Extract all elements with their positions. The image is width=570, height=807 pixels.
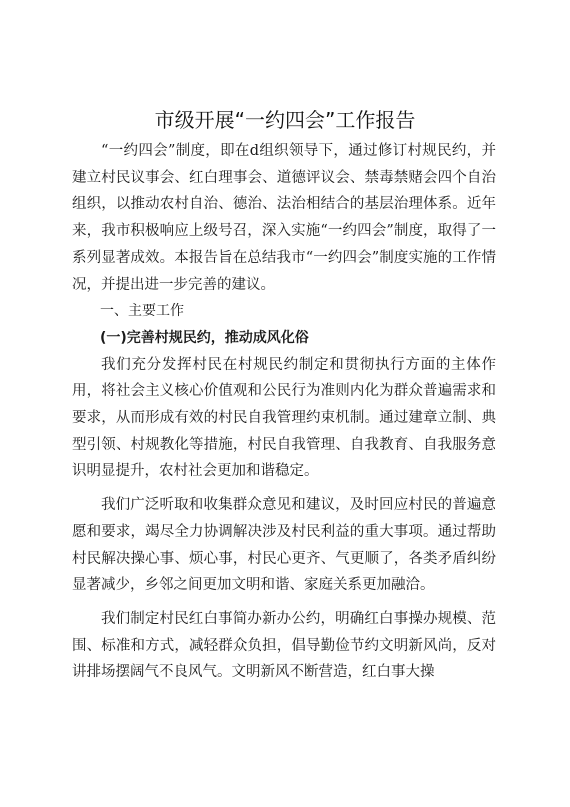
subsection-heading: (一)完善村规民约，推动成风化俗 bbox=[100, 329, 309, 346]
body-paragraph: 我们广泛听取和收集群众意见和建议，及时回应村民的普遍意愿和要求，竭尽全力协调解决涉及村民利益的重大事项。通过帮助村民解决操心事、烦心事，村民心更齐、气更顺了，各类矛盾纠纷显著减少，乡邻之间更加文明和谐、家庭关系更加融洽。 bbox=[72, 497, 496, 594]
intro-paragraph: “一约四会”制度，即在d组织领导下，通过修订村规民约，并建立村民议事会、红白理事会、道德评议会、禁毒禁赌会四个自治组织，以推动农村自治、德治、法治相结合的基层治理体系。近年来，我市积极响应上级号召，深入实施“一约四会”制度，取得了一系列显著成效。本报告旨在总结我市“一约四会”制度实施的工作情况，并提出进一步完善的建议。 bbox=[72, 143, 496, 293]
page-title: 市级开展“一约四会”工作报告 bbox=[154, 108, 416, 132]
document-body bbox=[72, 138, 496, 686]
body-paragraph: 我们充分发挥村民在村规民约制定和贯彻执行方面的主体作用，将社会主义核心价值观和公民行为准则内化为群众普遍需求和要求，从而形成有效的村民自我管理约束机制。通过建章立制、典型引领、村规教化等措施，村民自我管理、自我教育、自我服务意识明显提升，农村社会更加和谐稳定。 bbox=[72, 356, 496, 480]
section-heading: 一、主要工作 bbox=[100, 303, 184, 320]
body-paragraph: 我们制定村民红白事简办新办公约，明确红白事操办规模、范围、标准和方式，减轻群众负担，倡导勤俭节约文明新风尚，反对讲排场摆阔气不良风气。文明新风不断营造，红白事大操 bbox=[72, 610, 496, 681]
